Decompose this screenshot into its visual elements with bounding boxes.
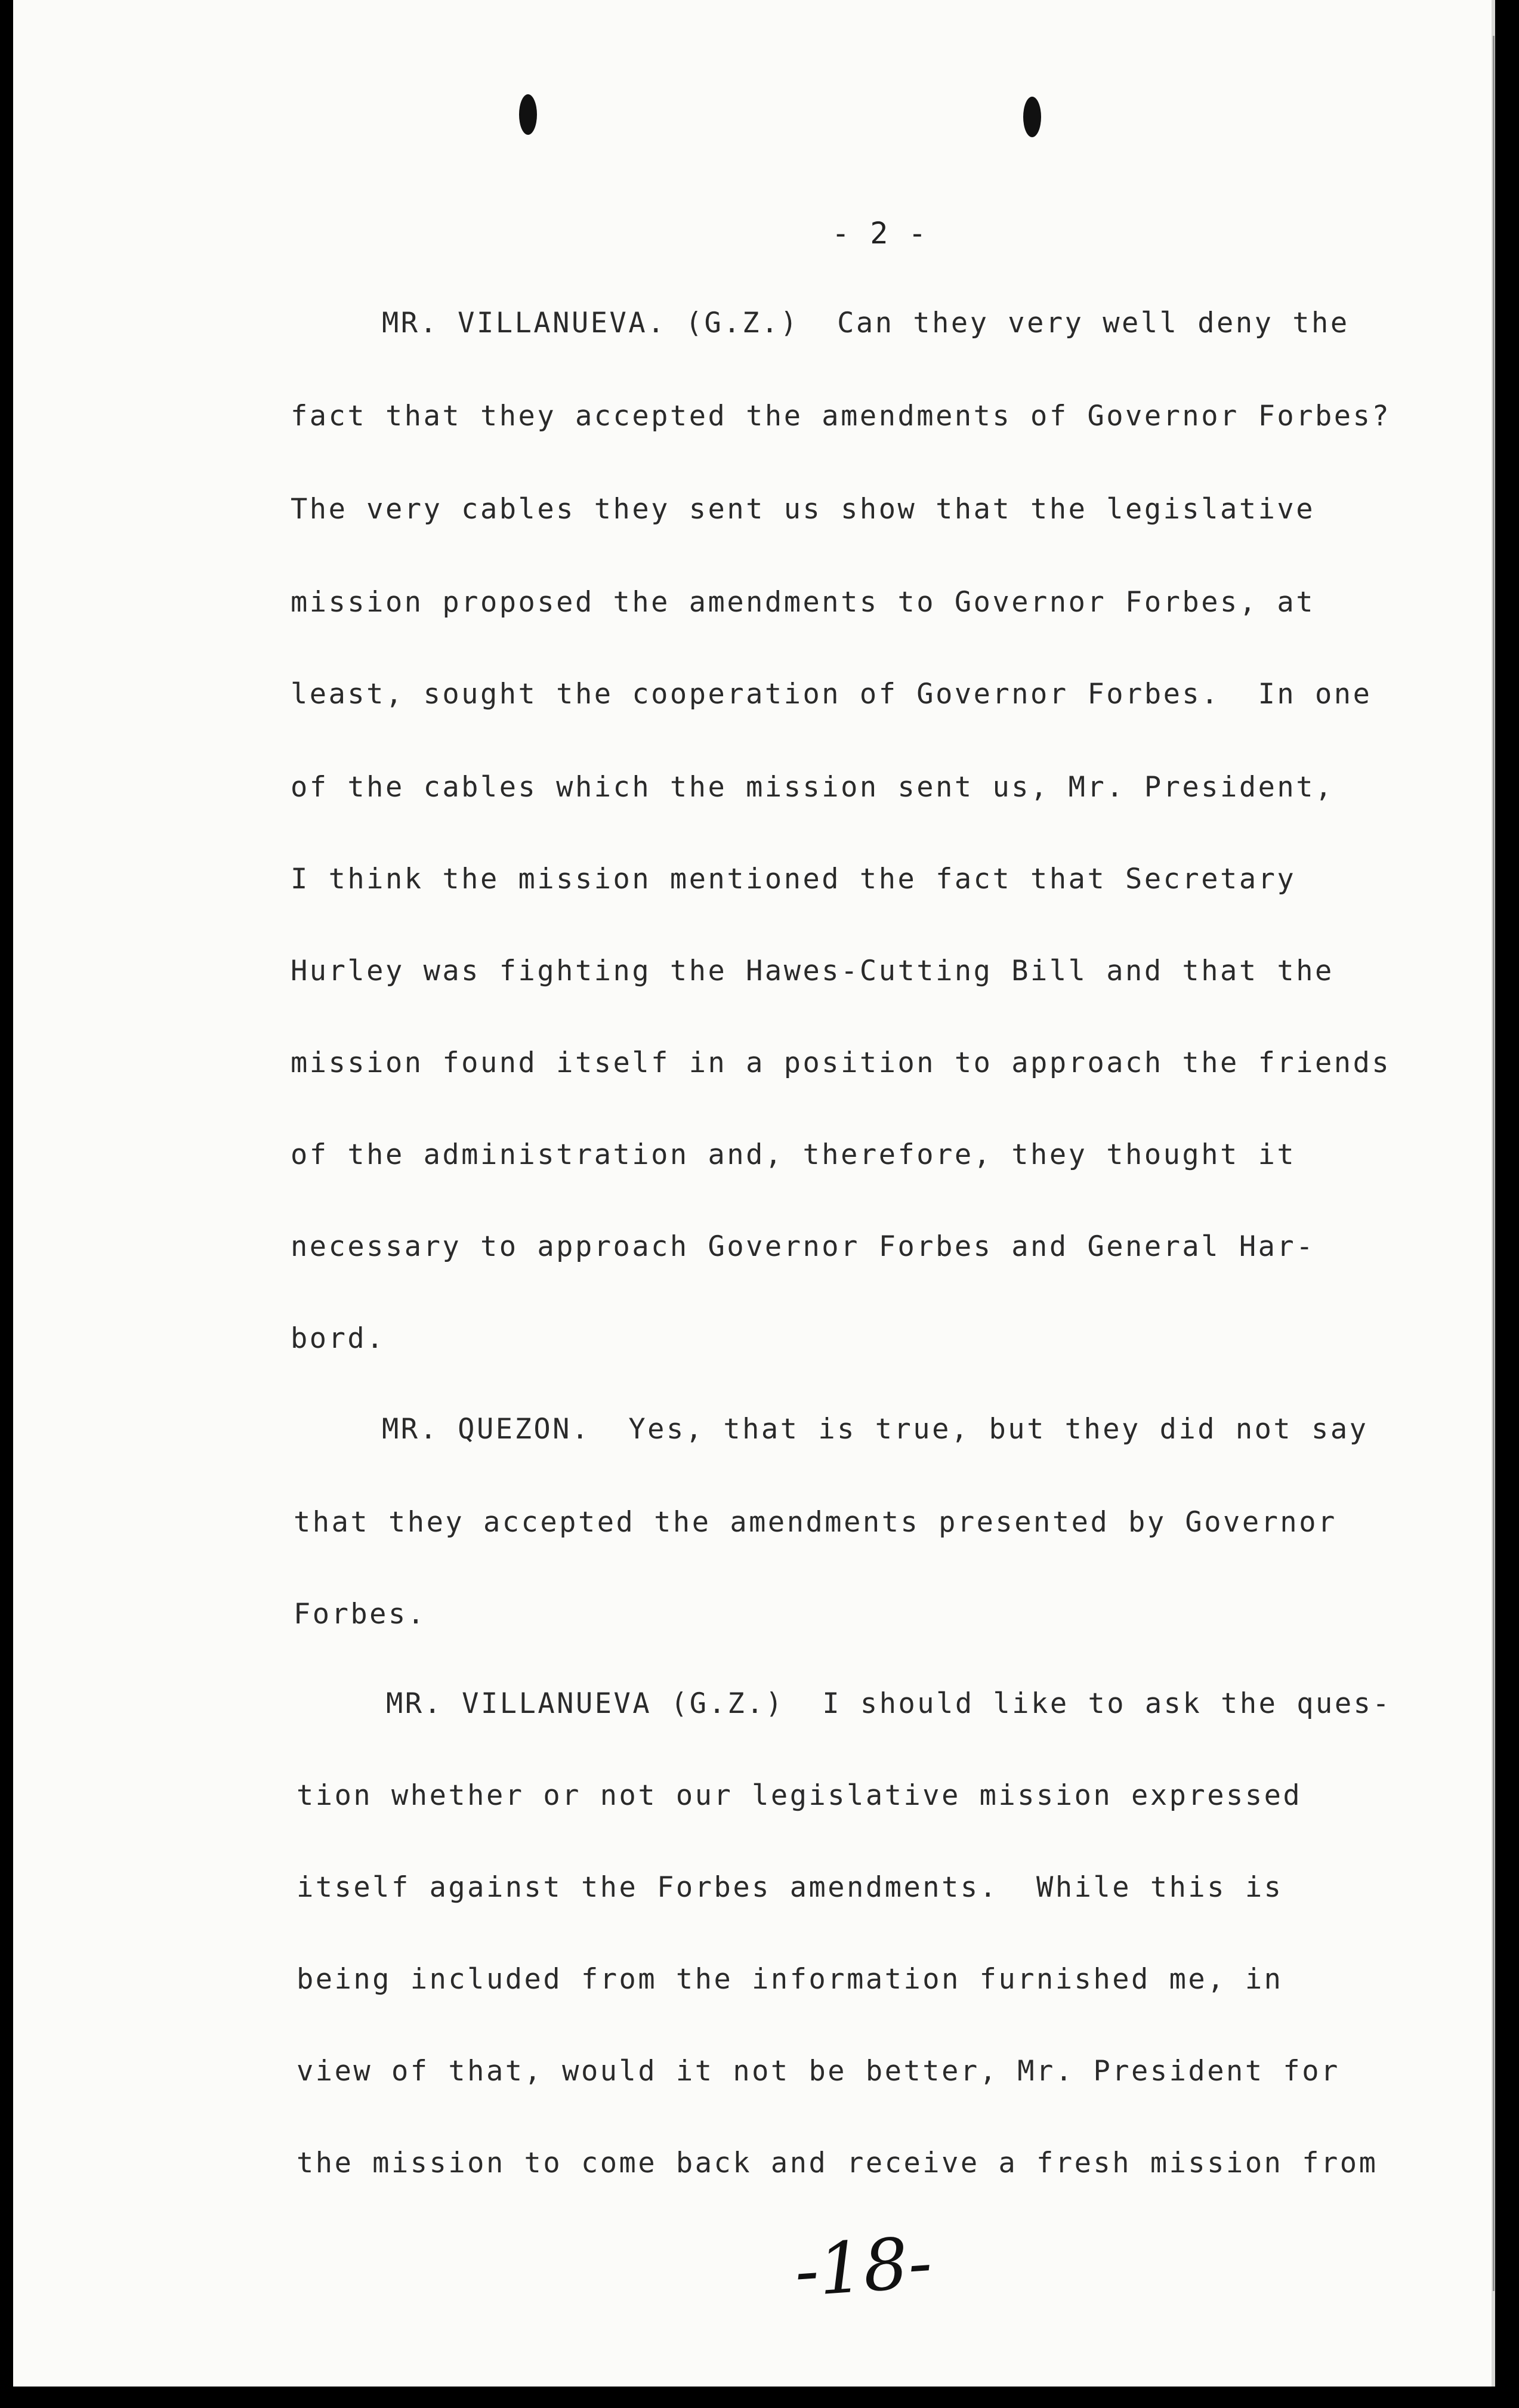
text-line: necessary to approach Governor Forbes and General Har- xyxy=(291,1230,1316,1263)
text-line: Forbes. xyxy=(294,1598,427,1631)
text-line: MR. VILLANUEVA (G.Z.) I should like to ask the ques- xyxy=(386,1687,1392,1720)
text-line: The very cables they sent us show that the legislative xyxy=(291,493,1316,526)
page-edge-line xyxy=(1493,36,1495,2291)
text-line: of the administration and, therefore, they thought it xyxy=(291,1138,1296,1171)
text-line: being included from the information furnished me, in xyxy=(297,1963,1283,1996)
text-line: itself against the Forbes amendments. While this is xyxy=(297,1871,1283,1904)
page-number: - 2 - xyxy=(832,216,928,251)
text-line: that they accepted the amendments presented by Governor xyxy=(294,1506,1337,1539)
document-page xyxy=(13,0,1495,2387)
text-line: MR. VILLANUEVA. (G.Z.) Can they very well deny the xyxy=(382,307,1350,339)
text-line: least, sought the cooperation of Governor Forbes. In one xyxy=(291,678,1372,711)
text-line: mission found itself in a position to approach the friends xyxy=(291,1046,1391,1079)
text-line: MR. QUEZON. Yes, that is true, but they did not say xyxy=(382,1413,1369,1446)
text-line: fact that they accepted the amendments of Governor Forbes? xyxy=(291,400,1391,433)
handwritten-page-number: -18- xyxy=(792,2221,935,2313)
text-line: I think the mission mentioned the fact that Secretary xyxy=(291,863,1296,896)
text-line: of the cables which the mission sent us, Mr. President, xyxy=(291,771,1334,804)
text-line: bord. xyxy=(291,1322,385,1355)
punch-hole-left xyxy=(519,94,537,135)
text-line: mission proposed the amendments to Governor Forbes, at xyxy=(291,586,1316,619)
punch-hole-right xyxy=(1023,97,1041,137)
text-line: Hurley was fighting the Hawes-Cutting Bill and that the xyxy=(291,955,1334,987)
text-line: tion whether or not our legislative mission expressed xyxy=(297,1779,1302,1812)
text-line: view of that, would it not be better, Mr. President for xyxy=(297,2055,1340,2088)
text-line: the mission to come back and receive a fresh mission from xyxy=(297,2147,1378,2179)
